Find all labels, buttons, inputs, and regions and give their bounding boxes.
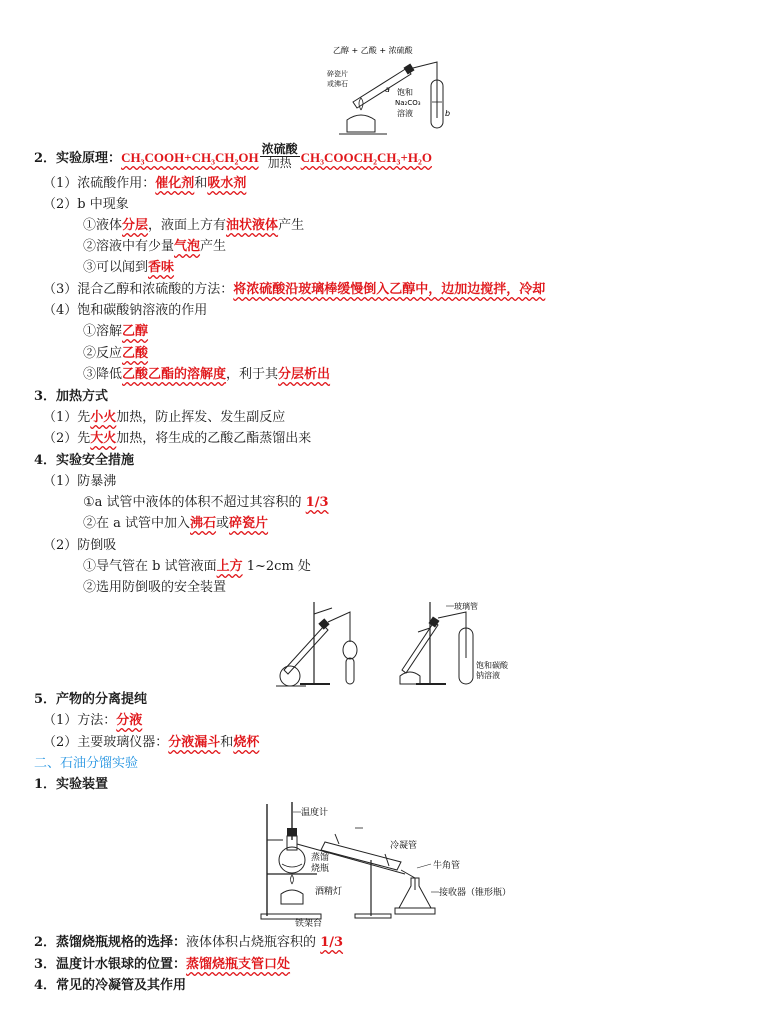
fig3-receiver-label: 接收器（锥形瓶） bbox=[439, 888, 512, 898]
answer-layering: 分层 bbox=[122, 218, 149, 233]
anti-suckback-figure bbox=[270, 598, 520, 690]
answer-oily-liquid: 油状液体 bbox=[226, 218, 279, 233]
answer-catalyst: 催化剂 bbox=[155, 176, 195, 191]
s4-point-1-2 bbox=[83, 514, 268, 534]
s4-point-1-1 bbox=[83, 493, 329, 513]
s2-p42-pre: ②反应 bbox=[83, 346, 123, 361]
part2-section-2 bbox=[34, 933, 343, 953]
s2-p41-pre: ①溶解 bbox=[83, 324, 123, 339]
equation-products: CH₃COOCH₂CH₃+H₂O bbox=[300, 150, 432, 165]
equation-reactants: CH₃COOH+CH₃CH₂OH bbox=[121, 150, 259, 165]
fig3-stand-label: 铁架台 bbox=[295, 919, 323, 929]
part2-s2-text: 液体体积占烧瓶容积的 bbox=[186, 935, 321, 950]
fig1-left-label-2: 或沸石 bbox=[327, 80, 348, 88]
s4-p12-pre: ②在 a 试管中加入 bbox=[83, 516, 191, 531]
s4-p12-mid: 或 bbox=[216, 516, 230, 531]
s2-p23-pre: ③可以闻到 bbox=[83, 260, 149, 275]
fig1-left-label-1: 碎瓷片 bbox=[327, 70, 348, 78]
section-2 bbox=[34, 142, 432, 170]
s5-p2-mid: 和 bbox=[220, 735, 234, 750]
s2-point-2-1 bbox=[83, 216, 304, 236]
fig2-tube-label: 玻璃管 bbox=[454, 602, 478, 611]
fig2-solution-label-1: 饱和碳酸 bbox=[476, 661, 508, 670]
fig1-right-label-3: 溶液 bbox=[397, 109, 413, 118]
part2-section-1-title: 1．实验装置 bbox=[34, 777, 109, 792]
s2-point-2: （2）b 中现象 bbox=[43, 197, 129, 212]
fig3-adapter-label: 牛角管 bbox=[433, 861, 461, 871]
answer-ethanol: 乙醇 bbox=[122, 324, 149, 339]
answer-one-third: 1/3 bbox=[305, 495, 329, 510]
answer-fragrance: 香味 bbox=[148, 260, 175, 275]
part2-s2-title: 2．蒸馏烧瓶规格的选择： bbox=[34, 935, 187, 950]
fig1-right-label-1: 饱和 bbox=[397, 88, 413, 97]
s4-point-2: （2）防倒吸 bbox=[43, 538, 117, 553]
s2-p22-post: 产生 bbox=[200, 239, 227, 254]
answer-above: 上方 bbox=[216, 559, 243, 574]
s4-point-2-1 bbox=[83, 557, 311, 577]
distillation-figure bbox=[255, 798, 525, 930]
part2-s3-title: 3．温度计水银球的位置： bbox=[34, 957, 187, 972]
answer-flask-one-third: 1/3 bbox=[320, 935, 344, 950]
s2-point-3 bbox=[43, 280, 545, 300]
reaction-condition bbox=[260, 143, 300, 170]
s4-p21-post: 1~2cm 处 bbox=[242, 559, 311, 574]
s2-point-4-3 bbox=[83, 365, 330, 385]
fig1-right-label-2: Na₂CO₃ bbox=[395, 99, 421, 107]
answer-bubbles: 气泡 bbox=[174, 239, 201, 254]
s3-point-1 bbox=[43, 408, 285, 428]
s2-p21-mid: ，液面上方有 bbox=[148, 218, 227, 233]
answer-high-heat: 大火 bbox=[90, 431, 117, 446]
s3-p1-post: 加热，防止挥发、发生副反应 bbox=[116, 410, 286, 425]
s2-p1-mid: 和 bbox=[194, 176, 208, 191]
answer-solubility: 乙酸乙酯的溶解度 bbox=[122, 367, 227, 382]
s2-point-2-3 bbox=[83, 258, 174, 278]
answer-thermometer-position: 蒸馏烧瓶支管口处 bbox=[186, 957, 291, 972]
condition-catalyst: 浓硫酸 bbox=[261, 142, 298, 156]
s2-point-2-2 bbox=[83, 237, 226, 257]
fig3-lamp-label: 酒精灯 bbox=[315, 887, 343, 897]
answer-separation: 分层析出 bbox=[278, 367, 331, 382]
fig3-condenser-label: 冷凝管 bbox=[390, 841, 418, 851]
s4-p21-pre: ①导气管在 b 试管液面 bbox=[83, 559, 217, 574]
fig1-top-label: 乙醇 + 乙酸 + 浓硫酸 bbox=[333, 46, 413, 55]
section-2-number: 2． bbox=[34, 151, 57, 166]
section-3-title: 3．加热方式 bbox=[34, 389, 109, 404]
section-4-title: 4．实验安全措施 bbox=[34, 453, 135, 468]
fig3-thermometer-label: 温度计 bbox=[301, 808, 329, 818]
s2-p21-pre: ①液体 bbox=[83, 218, 123, 233]
s3-point-2 bbox=[43, 429, 311, 449]
s2-p43-mid: ，利于其 bbox=[226, 367, 279, 382]
s2-point-1 bbox=[43, 174, 246, 194]
s2-p22-pre: ②溶液中有少量 bbox=[83, 239, 175, 254]
s4-p11-pre: ①a 试管中液体的体积不超过其容积的 bbox=[83, 495, 306, 510]
s2-point-4-1 bbox=[83, 322, 148, 342]
section-5-title: 5．产物的分离提纯 bbox=[34, 692, 148, 707]
part2-section-3 bbox=[34, 955, 290, 975]
s2-point-4: （4）饱和碳酸钠溶液的作用 bbox=[43, 303, 208, 318]
condition-heat: 加热 bbox=[267, 156, 292, 170]
s4-point-1: （1）防暴沸 bbox=[43, 474, 117, 489]
answer-separatory-funnel: 分液漏斗 bbox=[168, 735, 221, 750]
part-2-title: 二、石油分馏实验 bbox=[34, 756, 139, 771]
answer-dehydrant: 吸水剂 bbox=[207, 176, 247, 191]
ester-apparatus-figure bbox=[325, 40, 460, 140]
s5-point-1 bbox=[43, 711, 142, 731]
fig1-label-b: b bbox=[445, 109, 451, 118]
part2-section-4-title: 4．常见的冷凝管及其作用 bbox=[34, 978, 187, 993]
answer-low-heat: 小火 bbox=[90, 410, 117, 425]
answer-mixing-method: 将浓硫酸沿玻璃棒缓慢倒入乙醇中，边加边搅拌，冷却 bbox=[233, 282, 546, 297]
fig2-solution-label-2: 钠溶液 bbox=[476, 671, 500, 680]
s3-p2-pre: （2）先 bbox=[43, 431, 91, 446]
fig1-label-a: a bbox=[385, 85, 390, 94]
s2-p1-text: （1）浓硫酸作用： bbox=[43, 176, 156, 191]
s5-point-2 bbox=[43, 733, 259, 753]
s5-p1-pre: （1）方法： bbox=[43, 713, 117, 728]
answer-boiling-stone: 沸石 bbox=[190, 516, 217, 531]
answer-acetic-acid: 乙酸 bbox=[122, 346, 149, 361]
s5-p2-pre: （2）主要玻璃仪器： bbox=[43, 735, 169, 750]
s2-p43-pre: ③降低 bbox=[83, 367, 123, 382]
s2-p21-post: 产生 bbox=[278, 218, 305, 233]
answer-liquid-separation: 分液 bbox=[116, 713, 143, 728]
answer-porcelain: 碎瓷片 bbox=[229, 516, 269, 531]
s2-point-4-2 bbox=[83, 344, 148, 364]
answer-beaker: 烧杯 bbox=[233, 735, 260, 750]
s4-point-2-2: ②选用防倒吸的安全装置 bbox=[83, 580, 227, 595]
s3-p2-post: 加热，将生成的乙酸乙酯蒸馏出来 bbox=[116, 431, 312, 446]
fig3-flask-label-1: 蒸馏 bbox=[311, 853, 330, 863]
section-2-title: 实验原理： bbox=[56, 151, 122, 166]
fig3-flask-label-2: 烧瓶 bbox=[311, 864, 330, 874]
s3-p1-pre: （1）先 bbox=[43, 410, 91, 425]
s2-p3-pre: （3）混合乙醇和浓硫酸的方法： bbox=[43, 282, 234, 297]
